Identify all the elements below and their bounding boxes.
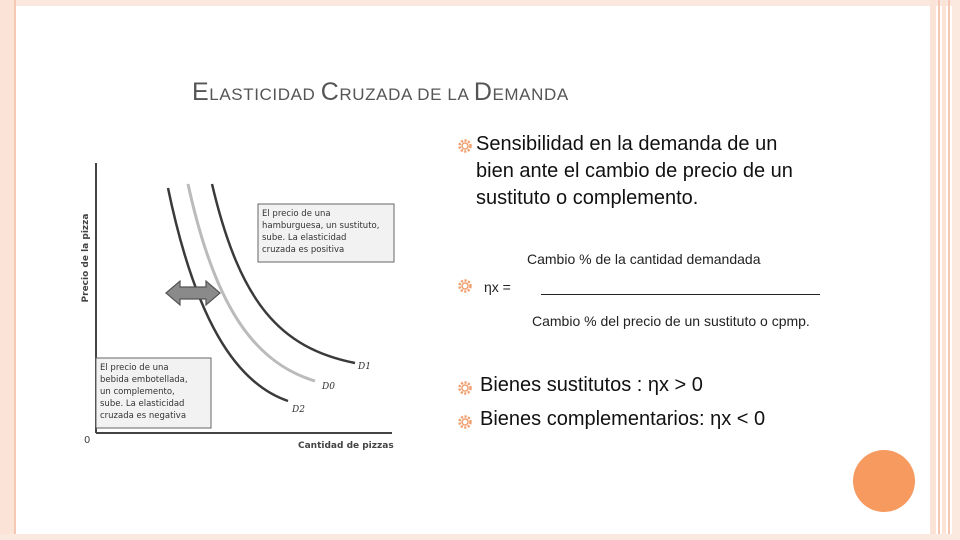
x-axis-label: Cantidad de pizzas: [298, 441, 394, 451]
frame-bottom: [0, 534, 960, 540]
bullet-substitutes: Bienes sustitutos : ηx > 0: [480, 374, 703, 396]
formula-denominator: Cambio % del precio de un sustituto o cpmp.: [532, 313, 810, 329]
frame-right: [930, 0, 960, 540]
decorative-orange-circle: [853, 450, 915, 512]
formula-numerator: Cambio % de la cantidad demandada: [527, 251, 761, 267]
gear-bullet-icon: [458, 279, 472, 293]
formula-eta: ηx =: [484, 279, 511, 295]
demand-curves-figure: [70, 158, 395, 458]
curve-label-d1: D1: [358, 362, 371, 372]
shift-arrow: [166, 281, 220, 305]
svg-text:El precio de una hambu: El precio de una hamburguesa, un sustituto, sube. La elasticidad cruzada es positiva: [262, 209, 380, 255]
slide-title: ELASTICIDAD CRUZADA DE LA DEMANDA: [192, 78, 569, 106]
annotation-box-upper: [258, 204, 394, 262]
bullet-complements: Bienes complementarios: ηx < 0: [480, 408, 766, 430]
frame-left: [0, 0, 14, 540]
curve-label-d2: D2: [292, 405, 305, 415]
y-axis-label: Precio de la pizza: [81, 213, 91, 303]
fraction-line: [541, 294, 820, 295]
svg-text:El precio de una bebid: El precio de una bebida embotellada, un complemento, sube. La elasticidad cruzada es negativa: [100, 363, 188, 421]
gear-bullet-icon: [458, 415, 472, 429]
frame-top: [0, 0, 960, 6]
bullet-definition: Sensibilidad en la demanda de un bien ante el cambio de precio de un sustituto o complemento.: [476, 133, 793, 209]
curve-label-d0: D0: [322, 382, 335, 392]
annotation-box-lower: [96, 358, 211, 428]
origin-label: 0: [84, 435, 91, 446]
gear-bullet-icon: [458, 381, 472, 395]
gear-bullet-icon: [458, 139, 472, 153]
frame-left-line: [14, 0, 16, 540]
